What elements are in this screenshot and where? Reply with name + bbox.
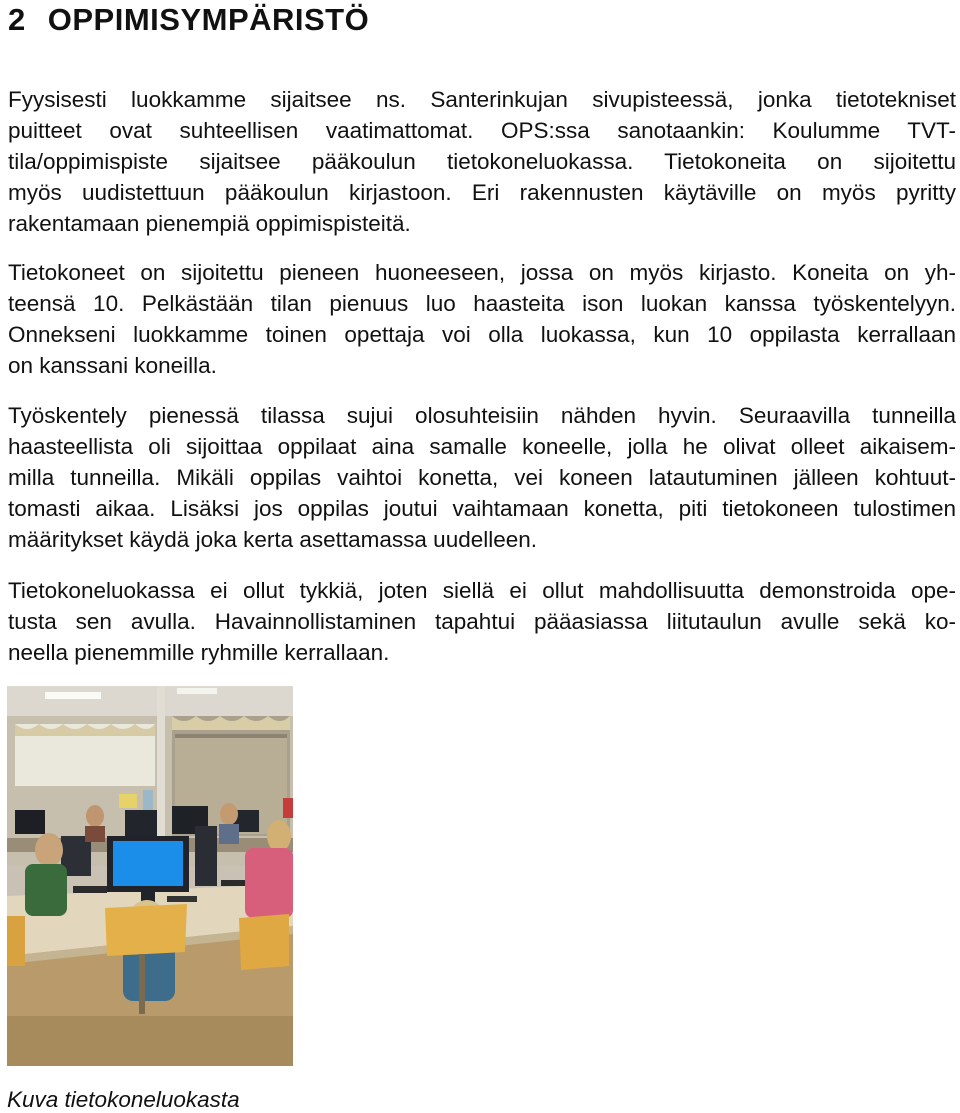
paragraph-2	[8, 257, 956, 381]
paragraph-line: määritykset käydä joka kerta asettamassa uudelleen.	[8, 527, 538, 552]
paragraph-line: rakentamaan pienempiä oppimispisteitä.	[8, 211, 411, 236]
paragraph-line: Tietokoneet on sijoitettu pieneen huoneeseen, jossa on myös kirjasto. Koneita on yh-	[8, 260, 956, 285]
paragraph-line: tusta sen avulla. Havainnollistaminen tapahtui pääasiassa liitutaulun avulle sekä ko-	[8, 609, 956, 634]
figure-caption: Kuva tietokoneluokasta	[7, 1087, 240, 1112]
paragraph-3	[8, 400, 956, 555]
paragraph-line: puitteet ovat suhteellisen vaatimattomat. OPS:ssa sanotaankin: Koulumme TVT-	[8, 118, 956, 143]
paragraph-line: milla tunneilla. Mikäli oppilas vaihtoi konetta, vei koneen latautuminen jälleen kohtuut-	[8, 465, 956, 490]
section-number: 2	[8, 2, 26, 37]
paragraph-line: tomasti aikaa. Lisäksi jos oppilas joutui vaihtamaan konetta, piti tietokoneen tulostimen	[8, 496, 956, 521]
paragraph-line: Tietokoneluokassa ei ollut tykkiä, joten siellä ei ollut mahdollisuutta demonstroida ope-	[8, 578, 956, 603]
section-heading	[8, 2, 369, 38]
paragraph-line: Onnekseni luokkamme toinen opettaja voi olla luokassa, kun 10 oppilasta kerrallaan	[8, 322, 956, 347]
paragraph-line: teensä 10. Pelkästään tilan pienuus luo haasteita ison luokan kanssa työskentelyyn.	[8, 291, 956, 316]
paragraph-line: Fyysisesti luokkamme sijaitsee ns. Santerinkujan sivupisteessä, jonka tietotekniset	[8, 87, 956, 112]
paragraph-line: haasteellista oli sijoittaa oppilaat aina samalle koneelle, jolla he olivat olleet aikaisem-	[8, 434, 956, 459]
paragraph-line: myös uudistettuun pääkoulun kirjastoon. Eri rakennusten käytäville on myös pyritty	[8, 180, 956, 205]
paragraph-1	[8, 84, 956, 239]
classroom-photo	[7, 686, 293, 1066]
paragraph-line: neella pienemmille ryhmille kerrallaan.	[8, 640, 390, 665]
paragraph-line: tila/oppimispiste sijaitsee pääkoulun tietokoneluokassa. Tietokoneita on sijoitettu	[8, 149, 956, 174]
paragraph-4	[8, 575, 956, 668]
section-title: OPPIMISYMPÄRISTÖ	[47, 2, 370, 37]
paragraph-line: Työskentely pienessä tilassa sujui olosuhteisiin nähden hyvin. Seuraavilla tunneilla	[8, 403, 956, 428]
paragraph-line: on kanssani koneilla.	[8, 353, 217, 378]
